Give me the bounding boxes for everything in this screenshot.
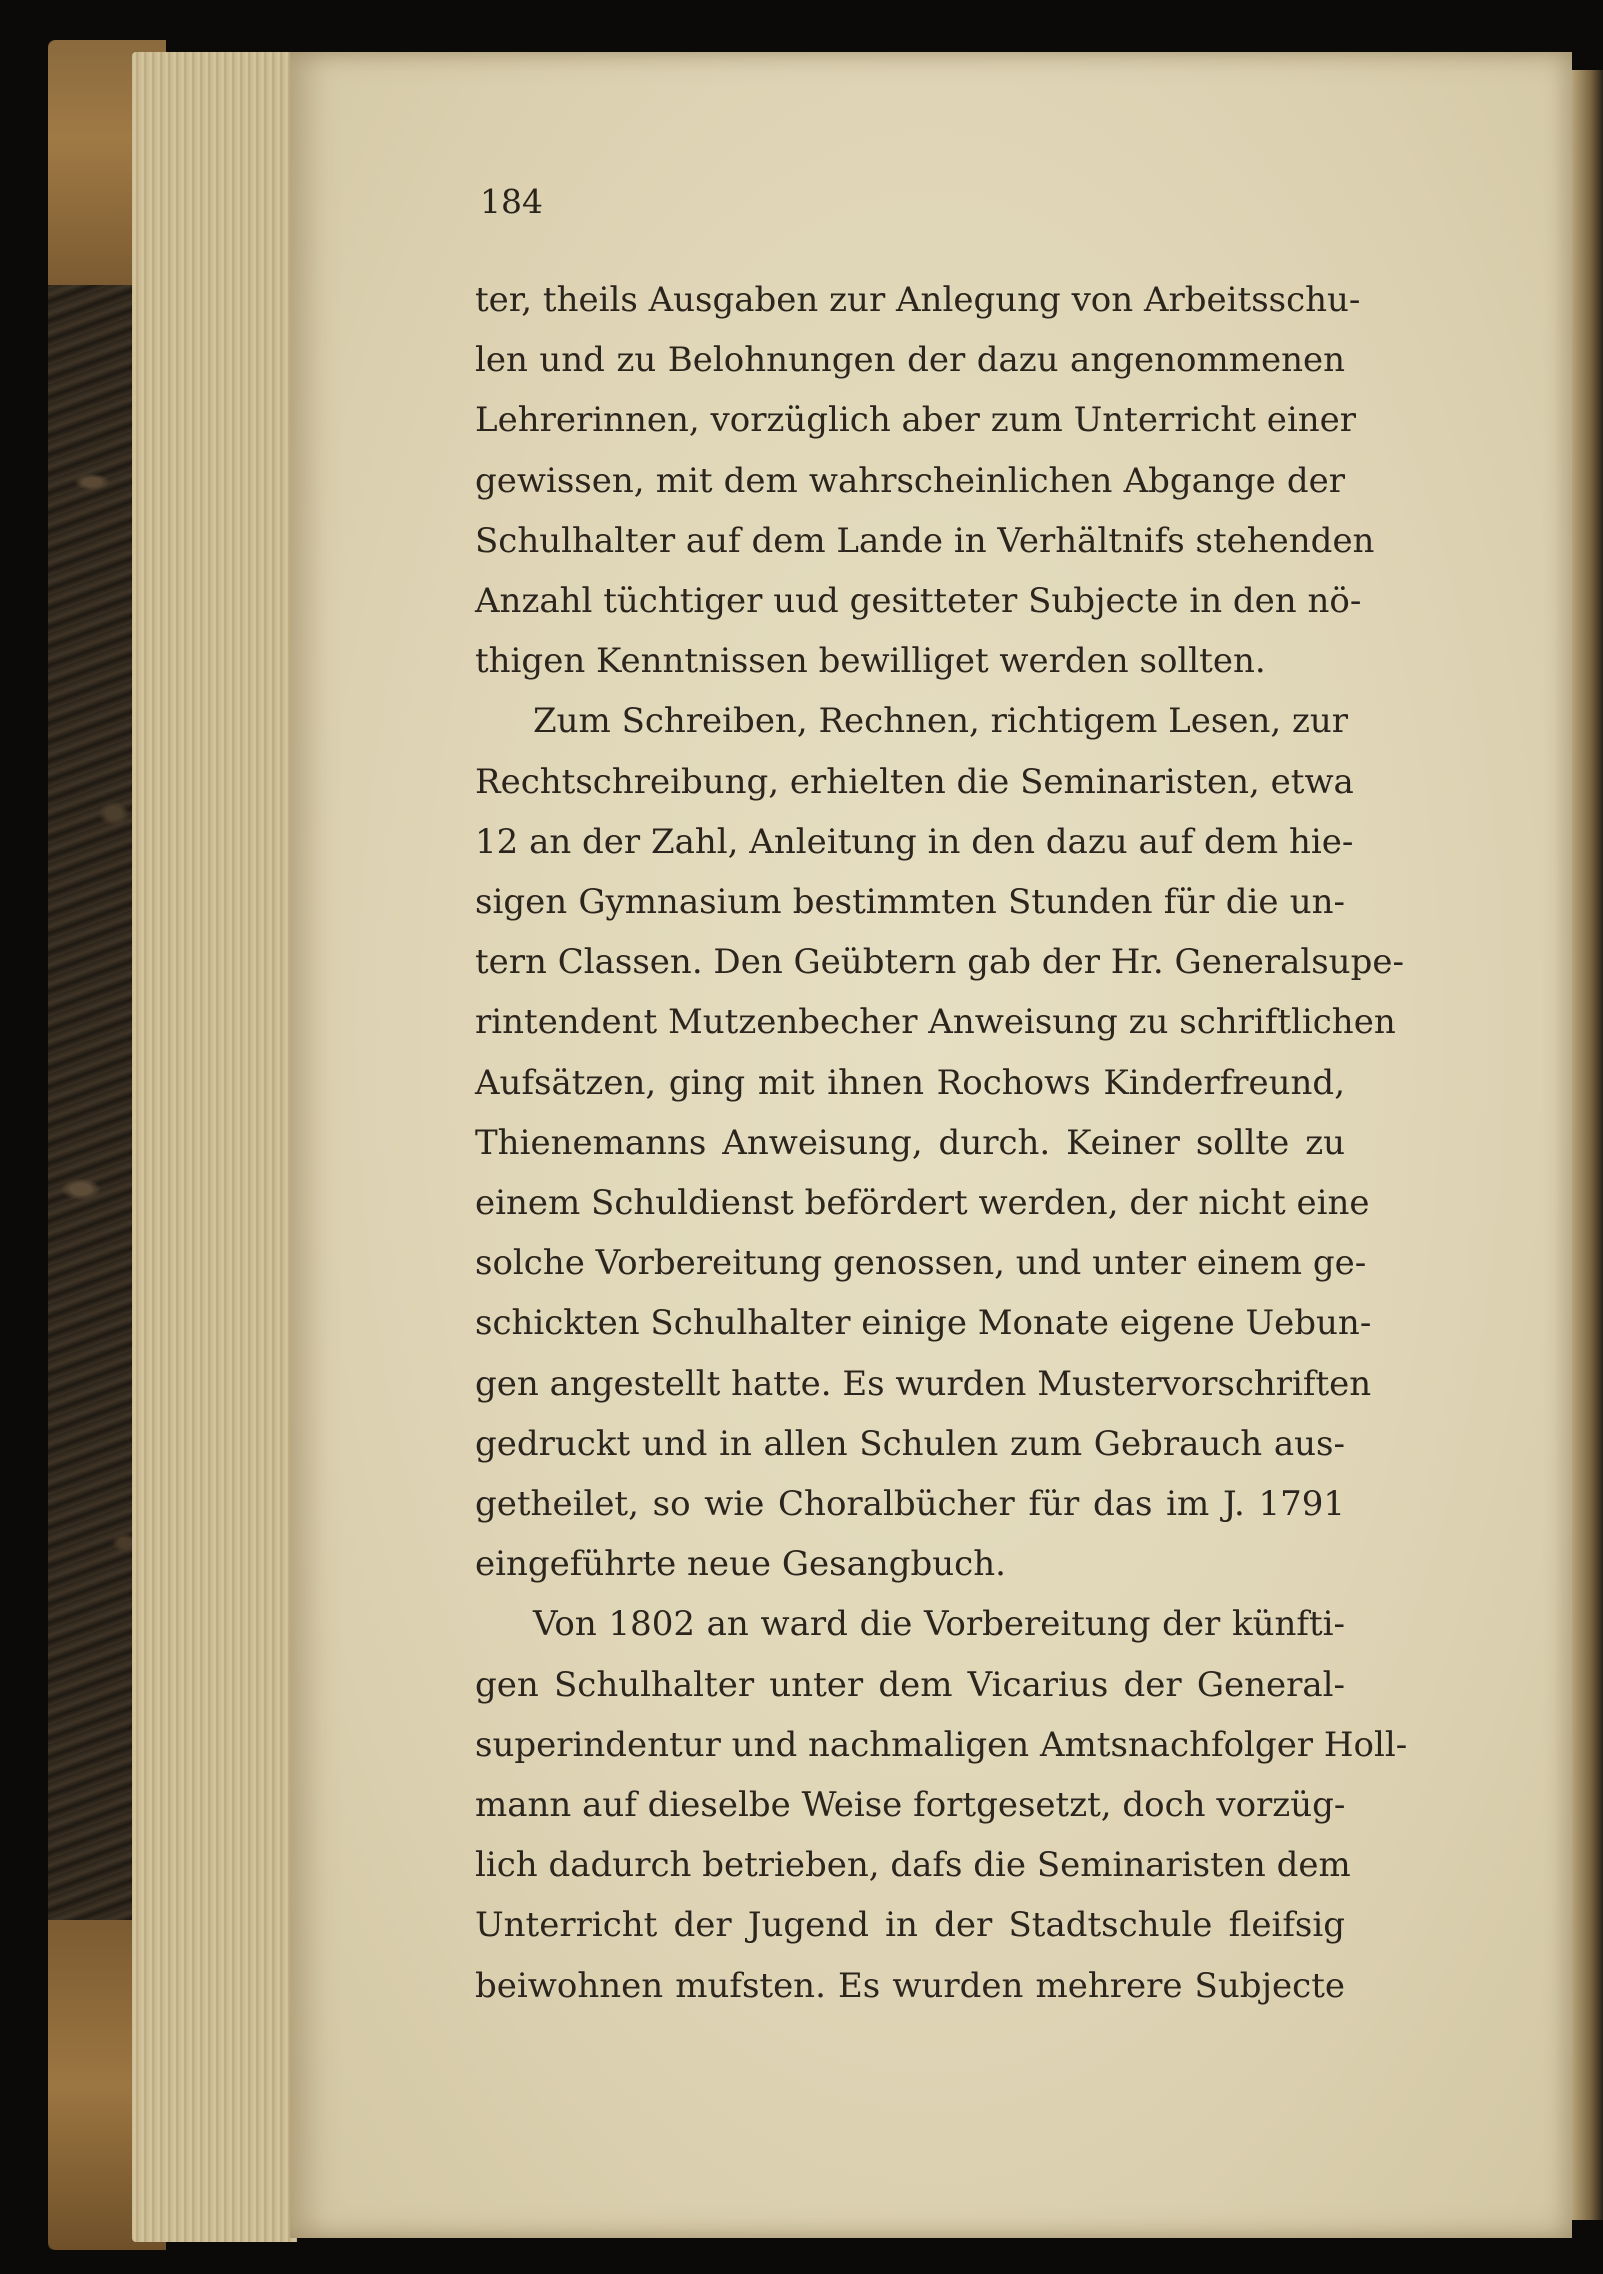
text-line: tern Classen. Den Geübtern gab der Hr. Generalsupe- [475, 942, 1404, 983]
text-line: superindentur und nachmaligen Amtsnachfolger Holl- [475, 1724, 1408, 1765]
text-line: ter, theils Ausgaben zur Anlegung von Arbeitsschu- [475, 280, 1361, 320]
text-line: getheilet, so wie Choralbücher für das im J. 1791 [475, 1484, 1345, 1525]
body-text [475, 270, 1408, 2016]
text-line: beiwohnen mufsten. Es wurden mehrere Subjecte [475, 1965, 1345, 2006]
text-line: Zum Schreiben, Rechnen, richtigem Lesen, zur [533, 701, 1349, 742]
text-line: Von 1802 an ward die Vorbereitung der künfti- [533, 1604, 1345, 1645]
text-line: gewissen, mit dem wahrscheinlichen Abgange der [475, 460, 1345, 501]
text-line: rintendent Mutzenbecher Anweisung zu schriftlichen [475, 1002, 1396, 1043]
text-line: Unterricht der Jugend in der Stadtschule fleifsig [475, 1905, 1345, 1946]
text-line: lich dadurch betrieben, dafs die Seminaristen dem [475, 1845, 1351, 1886]
text-line: mann auf dieselbe Weise fortgesetzt, doch vorzüg- [475, 1785, 1346, 1826]
text-line: Thienemanns Anweisung, durch. Keiner sollte zu [475, 1122, 1345, 1163]
text-line: schickten Schulhalter einige Monate eigene Uebun- [475, 1303, 1372, 1344]
text-line: 12 an der Zahl, Anleitung in den dazu auf dem hie- [475, 821, 1354, 862]
text-line: Schulhalter auf dem Lande in Verhältnifs stehenden [475, 520, 1375, 561]
text-line: gen angestellt hatte. Es wurden Mustervorschriften [475, 1363, 1372, 1404]
text-line: Lehrerinnen, vorzüglich aber zum Unterricht einer [475, 400, 1356, 441]
page-edges [132, 52, 297, 2242]
text-line: gen Schulhalter unter dem Vicarius der General- [475, 1664, 1345, 1705]
text-line: Aufsätzen, ging mit ihnen Rochows Kinderfreund, [475, 1062, 1345, 1103]
text-line: eingeführte neue Gesangbuch. [475, 1544, 1006, 1585]
text-line: len und zu Belohnungen der dazu angenommenen [475, 340, 1345, 381]
text-line: einem Schuldienst befördert werden, der nicht eine [475, 1183, 1370, 1224]
book-page [290, 52, 1572, 2238]
text-line: sigen Gymnasium bestimmten Stunden für die un- [475, 882, 1345, 923]
text-line: solche Vorbereitung genossen, und unter einem ge- [475, 1243, 1367, 1284]
text-line: Anzahl tüchtiger uud gesitteter Subjecte in den nö- [475, 581, 1362, 622]
page-number: 184 [480, 182, 543, 221]
text-line: gedruckt und in allen Schulen zum Gebrauch aus- [475, 1423, 1345, 1464]
facing-page-edge [1572, 70, 1603, 2220]
text-line: Rechtschreibung, erhielten die Seminaristen, etwa [475, 761, 1354, 802]
text-line: thigen Kenntnissen bewilliget werden sollten. [475, 641, 1266, 682]
